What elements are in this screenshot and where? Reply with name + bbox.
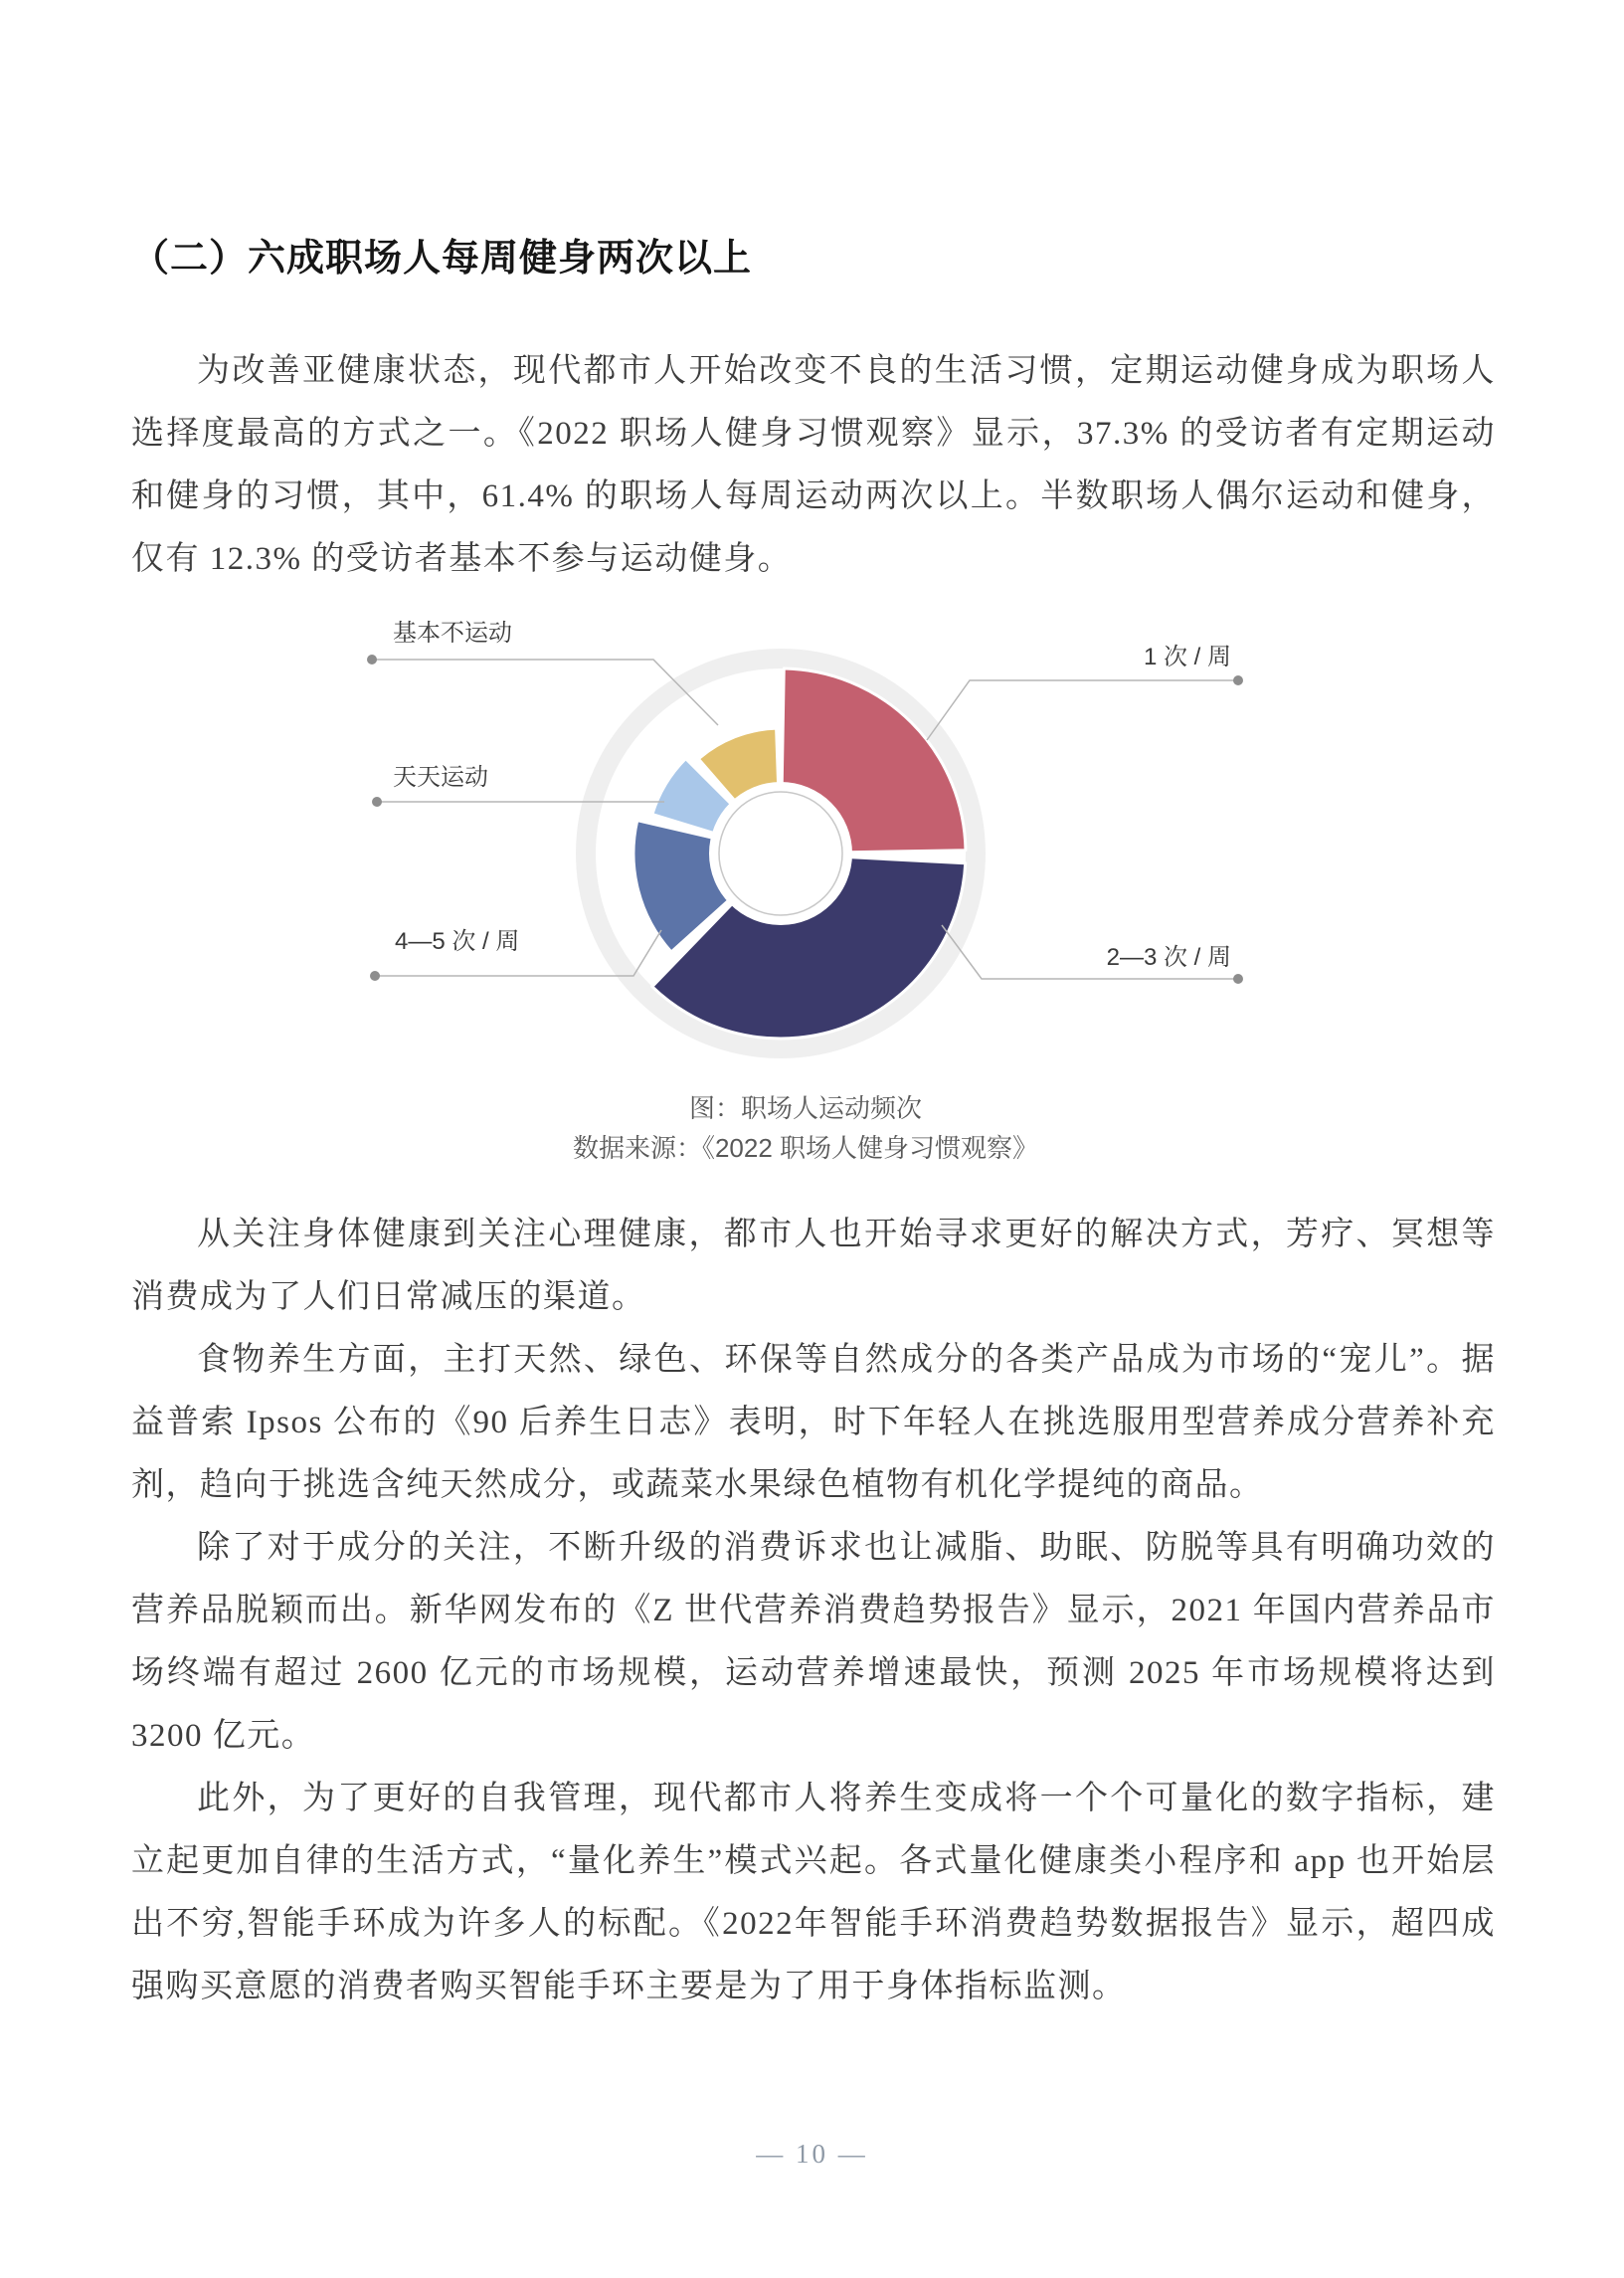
chart-hole [709, 782, 852, 925]
chart-label-5: 2—3 次 / 周 [1106, 944, 1231, 971]
paragraph: 食物养生方面，主打天然、绿色、环保等自然成分的各类产品成为市场的“宠儿”。据益普索 Ipsos 公布的《90 后养生日志》表明，时下年轻人在挑选服用型营养成分营养补充剂，趋向于挑选含纯天然成分，或蔬菜水果绿色植物有机化学提纯的商品。 [131, 1342, 1496, 1503]
leader-line-5 [942, 925, 1238, 979]
figure-caption [308, 1088, 1303, 1168]
leader-dot-3 [370, 971, 380, 981]
section-heading: （二）六成职场人每周健身两次以上 [131, 238, 753, 280]
leader-line-4 [927, 680, 1238, 740]
chart-label-4: 1 次 / 周 [1143, 644, 1231, 670]
paragraph: 除了对于成分的关注，不断升级的消费诉求也让减脂、助眠、防脱等具有明确功效的营养品脱颖而出。新华网发布的《Z 世代营养消费趋势报告》显示，2021 年国内营养品市场终端有超过 2600 亿元的市场规模，运动营养增速最快，预测 2025 年市场规模将达到 3200 亿元。 [131, 1530, 1496, 1754]
chart-label-3: 4—5 次 / 周 [395, 928, 520, 955]
paragraph: 为改善亚健康状态，现代都市人开始改变不良的生活习惯，定期运动健身成为职场人选择度最高的方式之一。《2022 职场人健身习惯观察》显示，37.3% 的受访者有定期运动和健身的习惯，其中，61.4% 的职场人每周运动两次以上。半数职场人偶尔运动和健身，仅有 12.3% 的受访者基本不参与运动健身。 [131, 353, 1496, 577]
leader-dot-4 [1233, 675, 1243, 685]
leader-dot-2 [372, 797, 382, 807]
body-paragraphs-top [131, 340, 1496, 591]
exercise-frequency-donut-chart [298, 603, 1343, 1080]
leader-dot-1 [367, 655, 377, 664]
chart-label-1: 基本不运动 [393, 620, 512, 647]
page-number: — 10 — [756, 2139, 868, 2169]
paragraph: 此外，为了更好的自我管理，现代都市人将养生变成将一个个可量化的数字指标，建立起更加自律的生活方式，“量化养生”模式兴起。各式量化健康类小程序和 app 也开始层出不穷,智能手环成为许多人的标配。《2022年智能手环消费趋势数据报告》显示，超四成强购买意愿的消费者购买智能手环主要是为了用于身体指标监测。 [131, 1781, 1496, 2004]
body-paragraphs-bottom [131, 1204, 1496, 2018]
figure-caption-source: 数据来源：《2022 职场人健身习惯观察》 [572, 1133, 1039, 1163]
paragraph: 从关注身体健康到关注心理健康，都市人也开始寻求更好的解决方式，芳疗、冥想等消费成为了人们日常减压的渠道。 [131, 1217, 1496, 1315]
chart-label-2: 天天运动 [393, 764, 488, 791]
figure-caption-title: 图：职场人运动频次 [688, 1093, 922, 1123]
leader-dot-5 [1233, 974, 1243, 984]
